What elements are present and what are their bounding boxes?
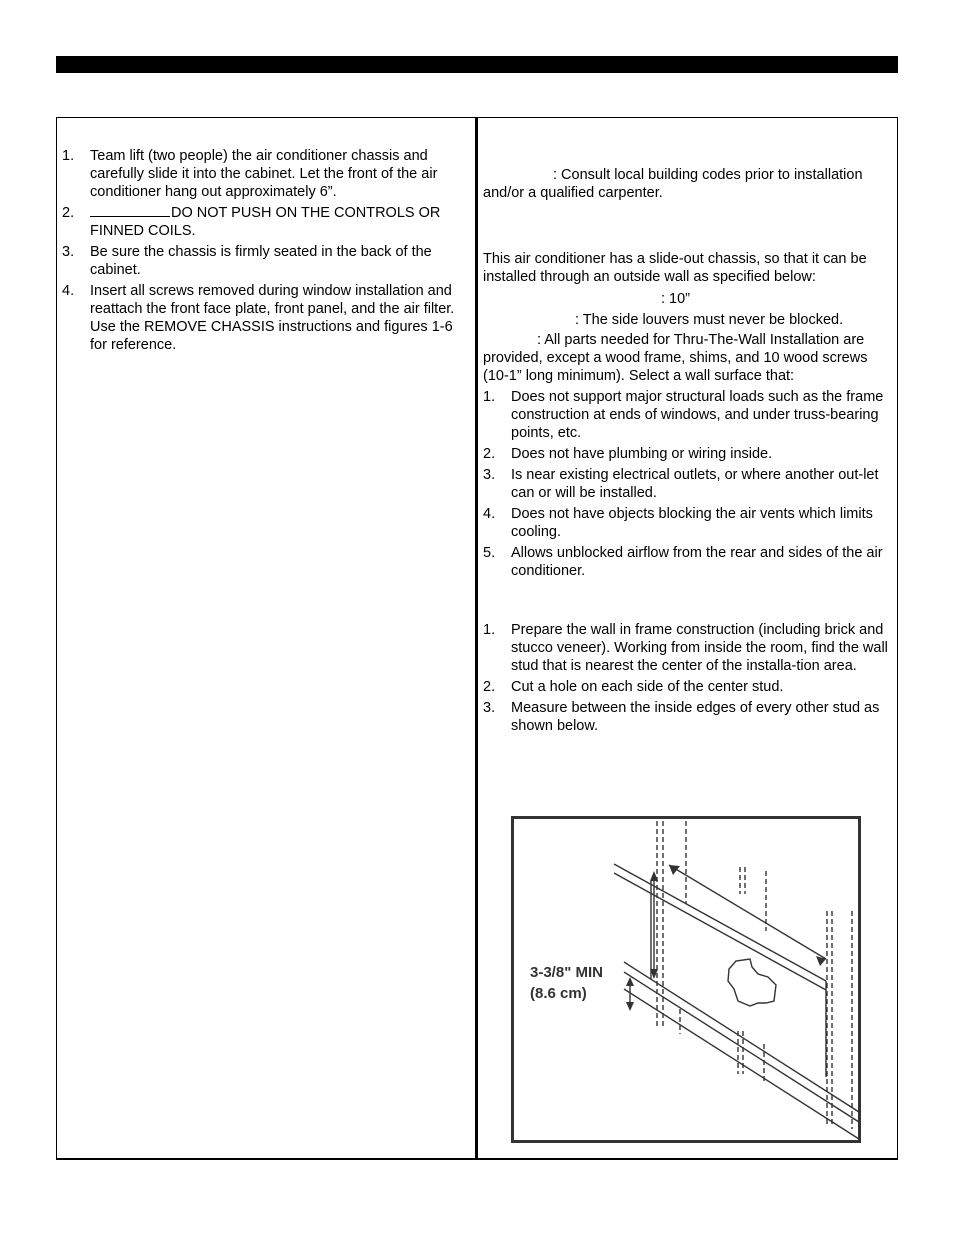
item-text: Prepare the wall in frame construction (including brick and stucco veneer). Working from inside the room, find the wall stud that is nearest the center of the installa-tion area. (511, 622, 888, 674)
intro-text: This air conditioner has a slide-out chassis, so that it can be installed through an outside wall as specified below: (483, 251, 867, 285)
spec-louvers: : The side louvers must never be blocked. (575, 312, 844, 328)
item-text: Measure between the inside edges of every other stud as shown below. (511, 700, 880, 734)
reinstall-steps (62, 147, 470, 354)
list-item (483, 678, 893, 696)
item-number: 3. (483, 467, 496, 483)
item-number: 4. (483, 506, 496, 522)
step-text: DO NOT PUSH ON THE CONTROLS OR FINNED COILS. (90, 205, 441, 239)
column-divider (475, 117, 478, 1159)
step-number: 1. (62, 148, 75, 164)
right-column (483, 166, 893, 738)
list-item (62, 243, 470, 279)
list-item (62, 282, 470, 354)
list-item (483, 699, 893, 735)
step-number: 3. (62, 244, 75, 260)
wall-surface-list (483, 388, 893, 580)
list-item (483, 445, 893, 463)
item-number: 3. (483, 700, 496, 716)
list-item (62, 204, 470, 240)
wall-stud-diagram (511, 816, 861, 1143)
item-text: Does not support major structural loads such as the frame construction at ends of windows, and under truss-bearing points, etc. (511, 389, 884, 441)
redacted-label-line (90, 204, 170, 217)
step-text: Insert all screws removed during window installation and reattach the front face plate, front panel, and the air filter. Use the REMOVE CHASSIS instructions and figures 1-6 for reference. (90, 283, 455, 353)
spec-wall-depth: : 10” (661, 291, 691, 307)
item-text: Does not have objects blocking the air vents which limits cooling. (511, 506, 873, 540)
item-number: 5. (483, 545, 496, 561)
list-item (483, 505, 893, 541)
header-bar (56, 56, 898, 73)
dimension-label: 3-3/8" MIN (530, 964, 603, 981)
step-text: Team lift (two people) the air conditioner chassis and carefully slide it into the cabinet. Let the front of the air conditioner hang out approximately 6”. (90, 148, 438, 200)
left-column (62, 147, 470, 357)
footer-rule (56, 1159, 898, 1160)
list-item (483, 544, 893, 580)
item-text: Does not have plumbing or wiring inside. (511, 446, 773, 462)
dimension-label-metric: (8.6 cm) (530, 985, 587, 1002)
building-code-note: : Consult local building codes prior to installation and/or a qualified carpenter. (483, 167, 863, 201)
step-number: 4. (62, 283, 75, 299)
item-text: Cut a hole on each side of the center stud. (511, 679, 784, 695)
step-text: Be sure the chassis is firmly seated in the back of the cabinet. (90, 244, 432, 278)
item-text: Allows unblocked airflow from the rear and sides of the air conditioner. (511, 545, 883, 579)
step-number: 2. (62, 205, 75, 221)
wall-prep-steps (483, 621, 893, 735)
item-number: 2. (483, 446, 496, 462)
item-number: 1. (483, 622, 496, 638)
list-item (483, 388, 893, 442)
item-number: 1. (483, 389, 496, 405)
spec-parts: : All parts needed for Thru-The-Wall Installation are provided, except a wood frame, shims, and 10 wood screws (10-1” long minimum). Select a wall surface that: (483, 332, 868, 384)
list-item (62, 147, 470, 201)
item-text: Is near existing electrical outlets, or where another out-let can or will be installed. (511, 467, 879, 501)
list-item (483, 466, 893, 502)
item-number: 2. (483, 679, 496, 695)
list-item (483, 621, 893, 675)
